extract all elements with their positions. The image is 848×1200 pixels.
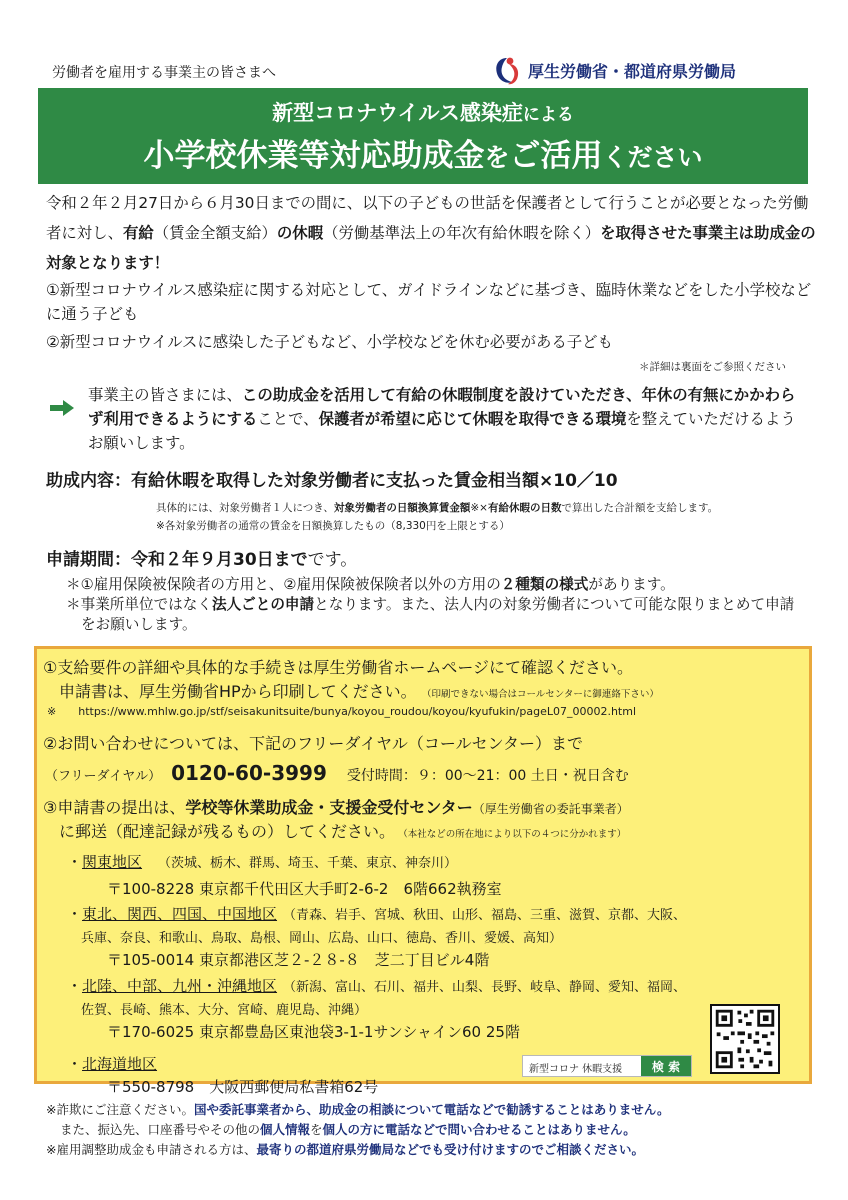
period-label: 申請期間： — [46, 550, 131, 570]
grant-text: 有給休暇を取得した対象労働者に支払った賃金相当額×10／10 — [131, 471, 618, 491]
region-prefs-cont: 佐賀、長崎、熊本、大分、宮崎、鹿児島、沖縄） — [81, 1003, 368, 1018]
region-hokuriku-kyushu — [67, 975, 807, 1042]
period-value: 令和２年９月30日まで — [131, 550, 308, 570]
banner-grant-name: 小学校休業等対応助成金 — [143, 138, 485, 174]
banner-line-2 — [38, 130, 808, 175]
region-hokkaido — [67, 1053, 547, 1097]
region-address: 〒550-8798 大阪西郵便局私書箱62号 — [107, 1078, 379, 1096]
url-text[interactable]: https://www.mhlw.go.jp/stf/seisakunitsuite/bunya/koyou_roudou/koyou/kyufukin/pageL07_00002.html — [78, 705, 637, 718]
freedial-line — [45, 761, 629, 785]
form-note-2-text: ＊事業所単位ではなく — [66, 596, 212, 613]
callout-bold-1: この助成金を活用して有給の休暇制度を設けていただき、年休の有無にかかわらず利用できるようにする — [88, 386, 796, 428]
fraud-warning-text: ※詐欺にご注意ください。 — [46, 1102, 194, 1117]
reception-hours: 受付時間：９：00～21：00 土日・祝日含む — [346, 768, 629, 784]
region-bullet: ・ — [67, 977, 83, 995]
privacy-text-2: を — [310, 1122, 323, 1137]
banner-line1-main: 新型コロナウイルス感染症 — [272, 101, 523, 125]
grant-footnote: ※各対象労働者の通常の賃金を日額換算したもの（8,330円を上限とする） — [156, 520, 510, 532]
region-bullet: ・ — [67, 853, 83, 871]
form-note-2-tail: となります。また、法人内の対象労働者について可能な限りまとめて申請をお願いします。 — [81, 596, 795, 633]
ministry-logo-icon — [492, 54, 522, 86]
qr-code-icon[interactable] — [710, 1004, 780, 1074]
banner-please: ください — [602, 143, 703, 172]
privacy-bold-2: 個人の方に電話などで問い合わせることはありません。 — [322, 1122, 636, 1137]
grant-detail-bold-2: 有給休暇の日数 — [487, 502, 562, 514]
point3-contractor: （厚生労働省の委託事業者） — [472, 802, 629, 816]
intro-paragraph — [46, 188, 816, 278]
audience-text: 労働者を雇用する事業主の皆さまへ — [52, 65, 276, 81]
info-point-1-line-2 — [59, 679, 659, 702]
grant-detail-bold-1: 対象労働者の日額換算賃金額 — [333, 502, 471, 514]
banner-line1-suffix: による — [522, 105, 574, 125]
callout-text-3: を整えていただけるようお願いします。 — [88, 410, 796, 452]
intro-bold-leave: の休暇 — [276, 224, 324, 242]
application-period — [46, 545, 357, 570]
region-address: 〒170-6025 東京都豊島区東池袋3-1-1サンシャイン60 25階 — [107, 1023, 520, 1041]
adjustment-text: ※雇用調整助成金も申請される方は、 — [46, 1142, 257, 1157]
form-note-1-bold: ２種類の様式 — [500, 576, 589, 593]
grant-detail-1: 具体的には、対象労働者１人につき、 — [156, 502, 334, 514]
search-input[interactable]: 新型コロナ 休暇支援 — [529, 1064, 623, 1075]
banner-line-1 — [38, 97, 808, 127]
intro-bold-paid: 有給 — [122, 224, 154, 242]
intro-text-3: （労働基準法上の年次有給休暇を除く） — [323, 224, 601, 242]
region-kanto — [67, 851, 807, 899]
period-suffix: です。 — [307, 550, 358, 570]
mail-note: （本社などの所在地により以下の４つに分かれます） — [403, 829, 627, 840]
region-tohoku-kansai — [67, 903, 807, 970]
callout-text-1: 事業主の皆さまには、 — [88, 386, 242, 404]
employer-request — [88, 383, 808, 455]
callout-bold-2: 保護者が希望に応じて休暇を取得できる環境 — [318, 410, 627, 428]
region-prefs: （青森、岩手、宮城、秋田、山形、福島、三重、滋賀、京都、大阪、 — [283, 908, 687, 923]
bottom-notes — [46, 1100, 826, 1160]
privacy-bold-1: 個人情報 — [260, 1122, 311, 1137]
region-prefs: （茨城、栃木、群馬、埼玉、千葉、東京、神奈川） — [158, 856, 458, 871]
mail-instruction: に郵送（配達記録が残るもの）してください。 — [59, 822, 396, 841]
intro-text-1: 令和２年２月27日から６月30日までの間に、以下の子どもの世話を保護者として行うことが必要となった労働者に対し、 — [46, 194, 809, 242]
employment-adjustment-note — [46, 1140, 826, 1160]
point3-text-1: ③申請書の提出は、 — [43, 798, 186, 817]
region-prefs: （新潟、富山、石川、福井、山梨、長野、岐阜、静岡、愛知、福岡、 — [283, 980, 687, 995]
adjustment-bold: 最寄りの都道府県労働局などでも受け付けますのでご相談ください。 — [256, 1142, 644, 1157]
form-note-2 — [66, 595, 806, 635]
freedial-label: （フリーダイヤル） — [45, 769, 162, 784]
point3-center: 学校等休業助成金・支援金受付センター — [185, 798, 473, 817]
eligibility-item-2: ②新型コロナウイルスに感染した子どもなど、小学校などを休む必要がある子ども — [46, 333, 613, 351]
region-name: 北海道地区 — [82, 1055, 158, 1073]
url-mark: ※ — [47, 705, 57, 718]
form-note-2-bold: 法人ごとの申請 — [211, 596, 315, 613]
banner-particle: を — [484, 143, 510, 172]
freedial-number[interactable]: 0120-60-3999 — [171, 761, 327, 785]
banner-use: ご活用 — [509, 138, 603, 174]
form-note-1 — [66, 575, 806, 595]
intro-text-2: （賃金全額支給） — [153, 224, 277, 242]
info-point-1: ①支給要件の詳細や具体的な手続きは厚生労働省ホームページにて確認ください。 — [43, 658, 634, 677]
info-point-3-line-2 — [59, 819, 626, 842]
ministry-name: 厚生労働省・都道府県労働局 — [528, 61, 737, 81]
region-name: 北陸、中部、九州・沖縄地区 — [82, 977, 278, 995]
detail-note: ＊詳細は裏面をご参照ください — [639, 361, 786, 373]
ministry-header — [492, 52, 792, 88]
grant-detail-3: で算出した合計額を支給します。 — [561, 502, 719, 514]
callout-text-2: ことで、 — [257, 410, 319, 428]
region-name: 関東地区 — [82, 853, 143, 871]
region-bullet: ・ — [67, 905, 83, 923]
grant-label: 助成内容： — [46, 471, 131, 491]
search-button[interactable]: 検 索 — [641, 1056, 691, 1076]
region-bullet: ・ — [67, 1055, 83, 1073]
info-point-2: ②お問い合わせについては、下記のフリーダイヤル（コールセンター）まで — [43, 734, 583, 753]
grant-detail-2: ※× — [470, 502, 488, 514]
info-box — [34, 646, 812, 1096]
intro-bold-eligible: を取得させた事業主は助成金の対象となります！ — [46, 224, 816, 272]
mhlw-url[interactable] — [47, 705, 636, 718]
region-prefs-cont: 兵庫、奈良、和歌山、鳥取、島根、岡山、広島、山口、徳島、香川、愛媛、高知） — [81, 931, 563, 946]
search-box[interactable] — [522, 1055, 692, 1077]
info-point-3 — [43, 795, 629, 818]
title-banner — [38, 88, 808, 184]
fraud-warning — [46, 1100, 826, 1120]
form-note-1-tail: があります。 — [588, 576, 675, 593]
print-note: （印刷できない場合はコールセンターに御連絡下さい） — [426, 689, 659, 700]
print-instruction: 申請書は、厚生労働省HPから印刷してください。 — [59, 682, 417, 701]
privacy-warning — [46, 1120, 826, 1140]
fraud-warning-bold: 国や委託事業者から、助成金の相談について電話などで勧誘することはありません。 — [193, 1102, 670, 1117]
privacy-text-1: また、振込先、口座番号やその他の — [60, 1122, 261, 1137]
eligibility-item-1: ①新型コロナウイルス感染症に関する対応として、ガイドラインなどに基づき、臨時休業などをした小学校などに通う子ども — [46, 281, 812, 323]
grant-detail — [156, 500, 718, 515]
form-note-1-text: ＊①雇用保険被保険者の方用と、②雇用保険被保険者以外の方用の — [66, 576, 501, 593]
region-name: 東北、関西、四国、中国地区 — [82, 905, 278, 923]
grant-content — [46, 466, 618, 491]
form-notes — [66, 575, 806, 635]
region-address: 〒105-0014 東京都港区芝２-２８-８ 芝二丁目ビル4階 — [107, 951, 490, 969]
arrow-right-icon — [50, 400, 74, 416]
region-address: 〒100-8228 東京都千代田区大手町2-6-2 6階662執務室 — [107, 880, 502, 898]
